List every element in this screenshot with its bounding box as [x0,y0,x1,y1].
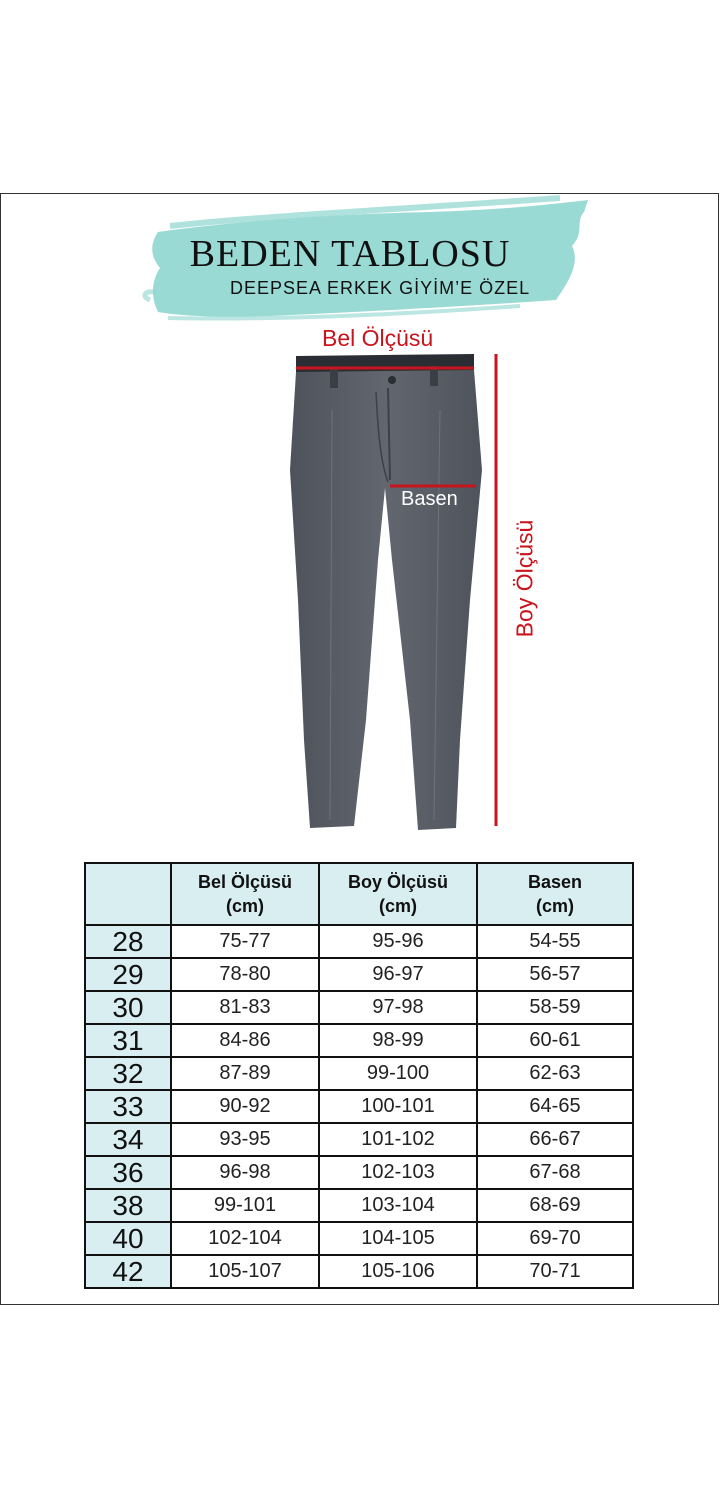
table-row [85,1156,633,1189]
length-cell: 97-98 [319,991,477,1024]
hip-cell: 62-63 [477,1057,633,1090]
hip-label: Basen [401,488,458,510]
hip-cell: 68-69 [477,1189,633,1222]
size-cell: 32 [85,1057,171,1090]
table-row [85,1222,633,1255]
waist-cell: 102-104 [171,1222,319,1255]
size-table [84,862,634,1289]
table-row [85,958,633,991]
hip-cell: 70-71 [477,1255,633,1288]
hip-cell: 54-55 [477,925,633,958]
waist-cell: 75-77 [171,925,319,958]
header-size-cell [85,863,171,925]
length-cell: 104-105 [319,1222,477,1255]
waist-cell: 99-101 [171,1189,319,1222]
size-cell: 29 [85,958,171,991]
length-cell: 96-97 [319,958,477,991]
waist-cell: 93-95 [171,1123,319,1156]
hip-cell: 60-61 [477,1024,633,1057]
header-hip-unit: (cm) [535,896,574,916]
table-row [85,1057,633,1090]
header-waist-label: Bel Ölçüsü [197,872,293,892]
size-cell: 34 [85,1123,171,1156]
header-length [319,863,477,925]
table-row [85,991,633,1024]
waist-cell: 96-98 [171,1156,319,1189]
length-cell: 98-99 [319,1024,477,1057]
waist-cell: 87-89 [171,1057,319,1090]
header-waist-unit: (cm) [225,896,264,916]
table-row [85,925,633,958]
size-cell: 33 [85,1090,171,1123]
hip-cell: 56-57 [477,958,633,991]
table-row [85,1090,633,1123]
header-waist [171,863,319,925]
table-header-row [85,863,633,925]
header-hip [477,863,633,925]
length-cell: 103-104 [319,1189,477,1222]
size-cell: 36 [85,1156,171,1189]
waist-cell: 84-86 [171,1024,319,1057]
hip-cell: 64-65 [477,1090,633,1123]
hip-cell: 58-59 [477,991,633,1024]
size-cell: 30 [85,991,171,1024]
chart-subtitle: DEEPSEA ERKEK GİYİM’E ÖZEL [230,278,531,298]
size-cell: 31 [85,1024,171,1057]
size-cell: 42 [85,1255,171,1288]
table-row [85,1123,633,1156]
hip-cell: 67-68 [477,1156,633,1189]
table-row [85,1255,633,1288]
trousers-icon [290,354,482,830]
length-cell: 105-106 [319,1255,477,1288]
length-cell: 100-101 [319,1090,477,1123]
size-cell: 40 [85,1222,171,1255]
header-length-label: Boy Ölçüsü [347,872,449,892]
chart-title: BEDEN TABLOSU [189,233,511,275]
waist-cell: 81-83 [171,991,319,1024]
size-cell: 38 [85,1189,171,1222]
waist-cell: 78-80 [171,958,319,991]
hip-cell: 66-67 [477,1123,633,1156]
length-cell: 102-103 [319,1156,477,1189]
length-cell: 101-102 [319,1123,477,1156]
length-cell: 99-100 [319,1057,477,1090]
size-cell: 28 [85,925,171,958]
length-label: Boy Ölçüsü [511,519,538,638]
header-hip-label: Basen [527,872,583,892]
hip-cell: 69-70 [477,1222,633,1255]
table-row [85,1024,633,1057]
waist-label: Bel Ölçüsü [322,325,434,351]
header-length-unit: (cm) [378,896,417,916]
waist-cell: 90-92 [171,1090,319,1123]
length-cell: 95-96 [319,925,477,958]
waist-cell: 105-107 [171,1255,319,1288]
table-row [85,1189,633,1222]
